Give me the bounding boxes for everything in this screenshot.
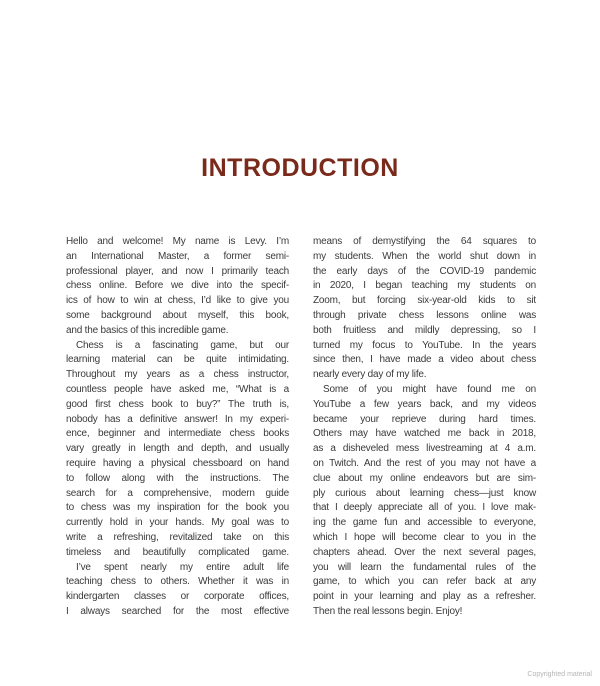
text-line: chapters ahead. Over the next several pages, [313, 546, 536, 558]
text-line: search for a comprehensive, modern guide [66, 487, 289, 499]
text-line: Throughout my years as a chess instructor, [66, 369, 289, 381]
text-line: the early days of the COVID-19 pandemic [313, 265, 536, 277]
text-line: timeless and beautifully complicated game. [66, 546, 289, 558]
text-line: Then the real lessons begin. Enjoy! [313, 605, 463, 617]
text-line: since then, I have made a video about chess [313, 354, 536, 366]
text-line: Hello and welcome! My name is Levy. I’m [66, 236, 289, 247]
text-line: an International Master, a former semi- [66, 250, 289, 262]
text-line: nobody has a definitive answer! In my experi- [66, 413, 289, 425]
text-line: YouTube a few years back, and my videos [313, 398, 536, 410]
text-line: professional player, and now I primarily teach [66, 265, 289, 277]
text-line: some background about myself, this book, [66, 309, 289, 321]
text-line: point in your learning and play as a refresher. [313, 591, 536, 603]
text-line: vary greatly in length and depth, and usually [66, 443, 289, 455]
text-line: turned my focus to YouTube. In the years [313, 339, 536, 351]
text-line: game, to which you can refer back at any [313, 576, 536, 588]
text-line: ence, beginner and intermediate chess books [66, 428, 289, 440]
text-line: which I hope will become clear to you in the [313, 531, 536, 543]
chapter-title: INTRODUCTION [201, 154, 399, 182]
text-line: kindergarten classes or corporate offices, [66, 591, 289, 603]
text-line: require having a physical chessboard on hand [66, 457, 289, 469]
text-line: I’ve spent nearly my entire adult life [76, 561, 289, 573]
text-line: both fruitless and mildly depressing, so I [313, 324, 536, 336]
text-line: means of demystifying the 64 squares to [313, 236, 536, 247]
text-line: countless people have asked me, “What is a [66, 383, 289, 395]
text-line: I always searched for the most effective [66, 605, 289, 617]
right-text-column [313, 235, 536, 620]
text-line: and the basics of this incredible game. [66, 324, 229, 336]
text-line: became your reprieve during hard times. [313, 413, 536, 425]
text-line: teaching chess to others. Whether it was in [66, 576, 289, 588]
text-line: clue about my online endeavors but are sim- [313, 472, 536, 484]
text-line: ply curious about learning chess—just know [313, 487, 536, 499]
text-line: my students. When the world shut down in [313, 250, 536, 262]
text-line: Some of you might have found me on [323, 383, 536, 395]
text-line: currently hold in your hands. My goal was to [66, 517, 289, 529]
text-line: nearly every day of my life. [313, 369, 427, 381]
text-line: write a refreshing, revitalized take on this [66, 531, 289, 543]
text-line: that I deeply appreciate all of you. I love mak- [313, 502, 536, 514]
text-line: Others may have watched me back in 2018, [313, 428, 536, 440]
text-line: chess online. Before we dive into the specif- [66, 280, 289, 292]
text-line: Chess is a fascinating game, but our [76, 339, 289, 351]
text-line: learning material can be quite intimidating. [66, 354, 289, 366]
text-line: through private chess lessons online was [313, 309, 536, 321]
copyright-notice: Copyrighted material [527, 671, 592, 678]
text-line: in 2020, I began teaching my students on [313, 280, 536, 292]
text-line: good first chess book to buy?” The truth is, [66, 398, 289, 410]
text-line: you will learn the fundamental rules of the [313, 561, 536, 573]
text-line: to chess was my inspiration for the book you [66, 502, 289, 514]
text-line: as a disheveled mess livestreaming at 4 a.m. [313, 443, 536, 455]
text-line: ing the game fun and accessible to everyone, [313, 517, 536, 529]
text-line: to follow along with the instructions. The [66, 472, 289, 484]
text-line: Zoom, but forcing six-year-old kids to sit [313, 295, 536, 307]
text-line: ics of how to win at chess, I’d like to give you [66, 295, 289, 307]
left-text-column [66, 235, 289, 620]
text-line: on Twitch. And the rest of you may not have a [313, 457, 536, 469]
